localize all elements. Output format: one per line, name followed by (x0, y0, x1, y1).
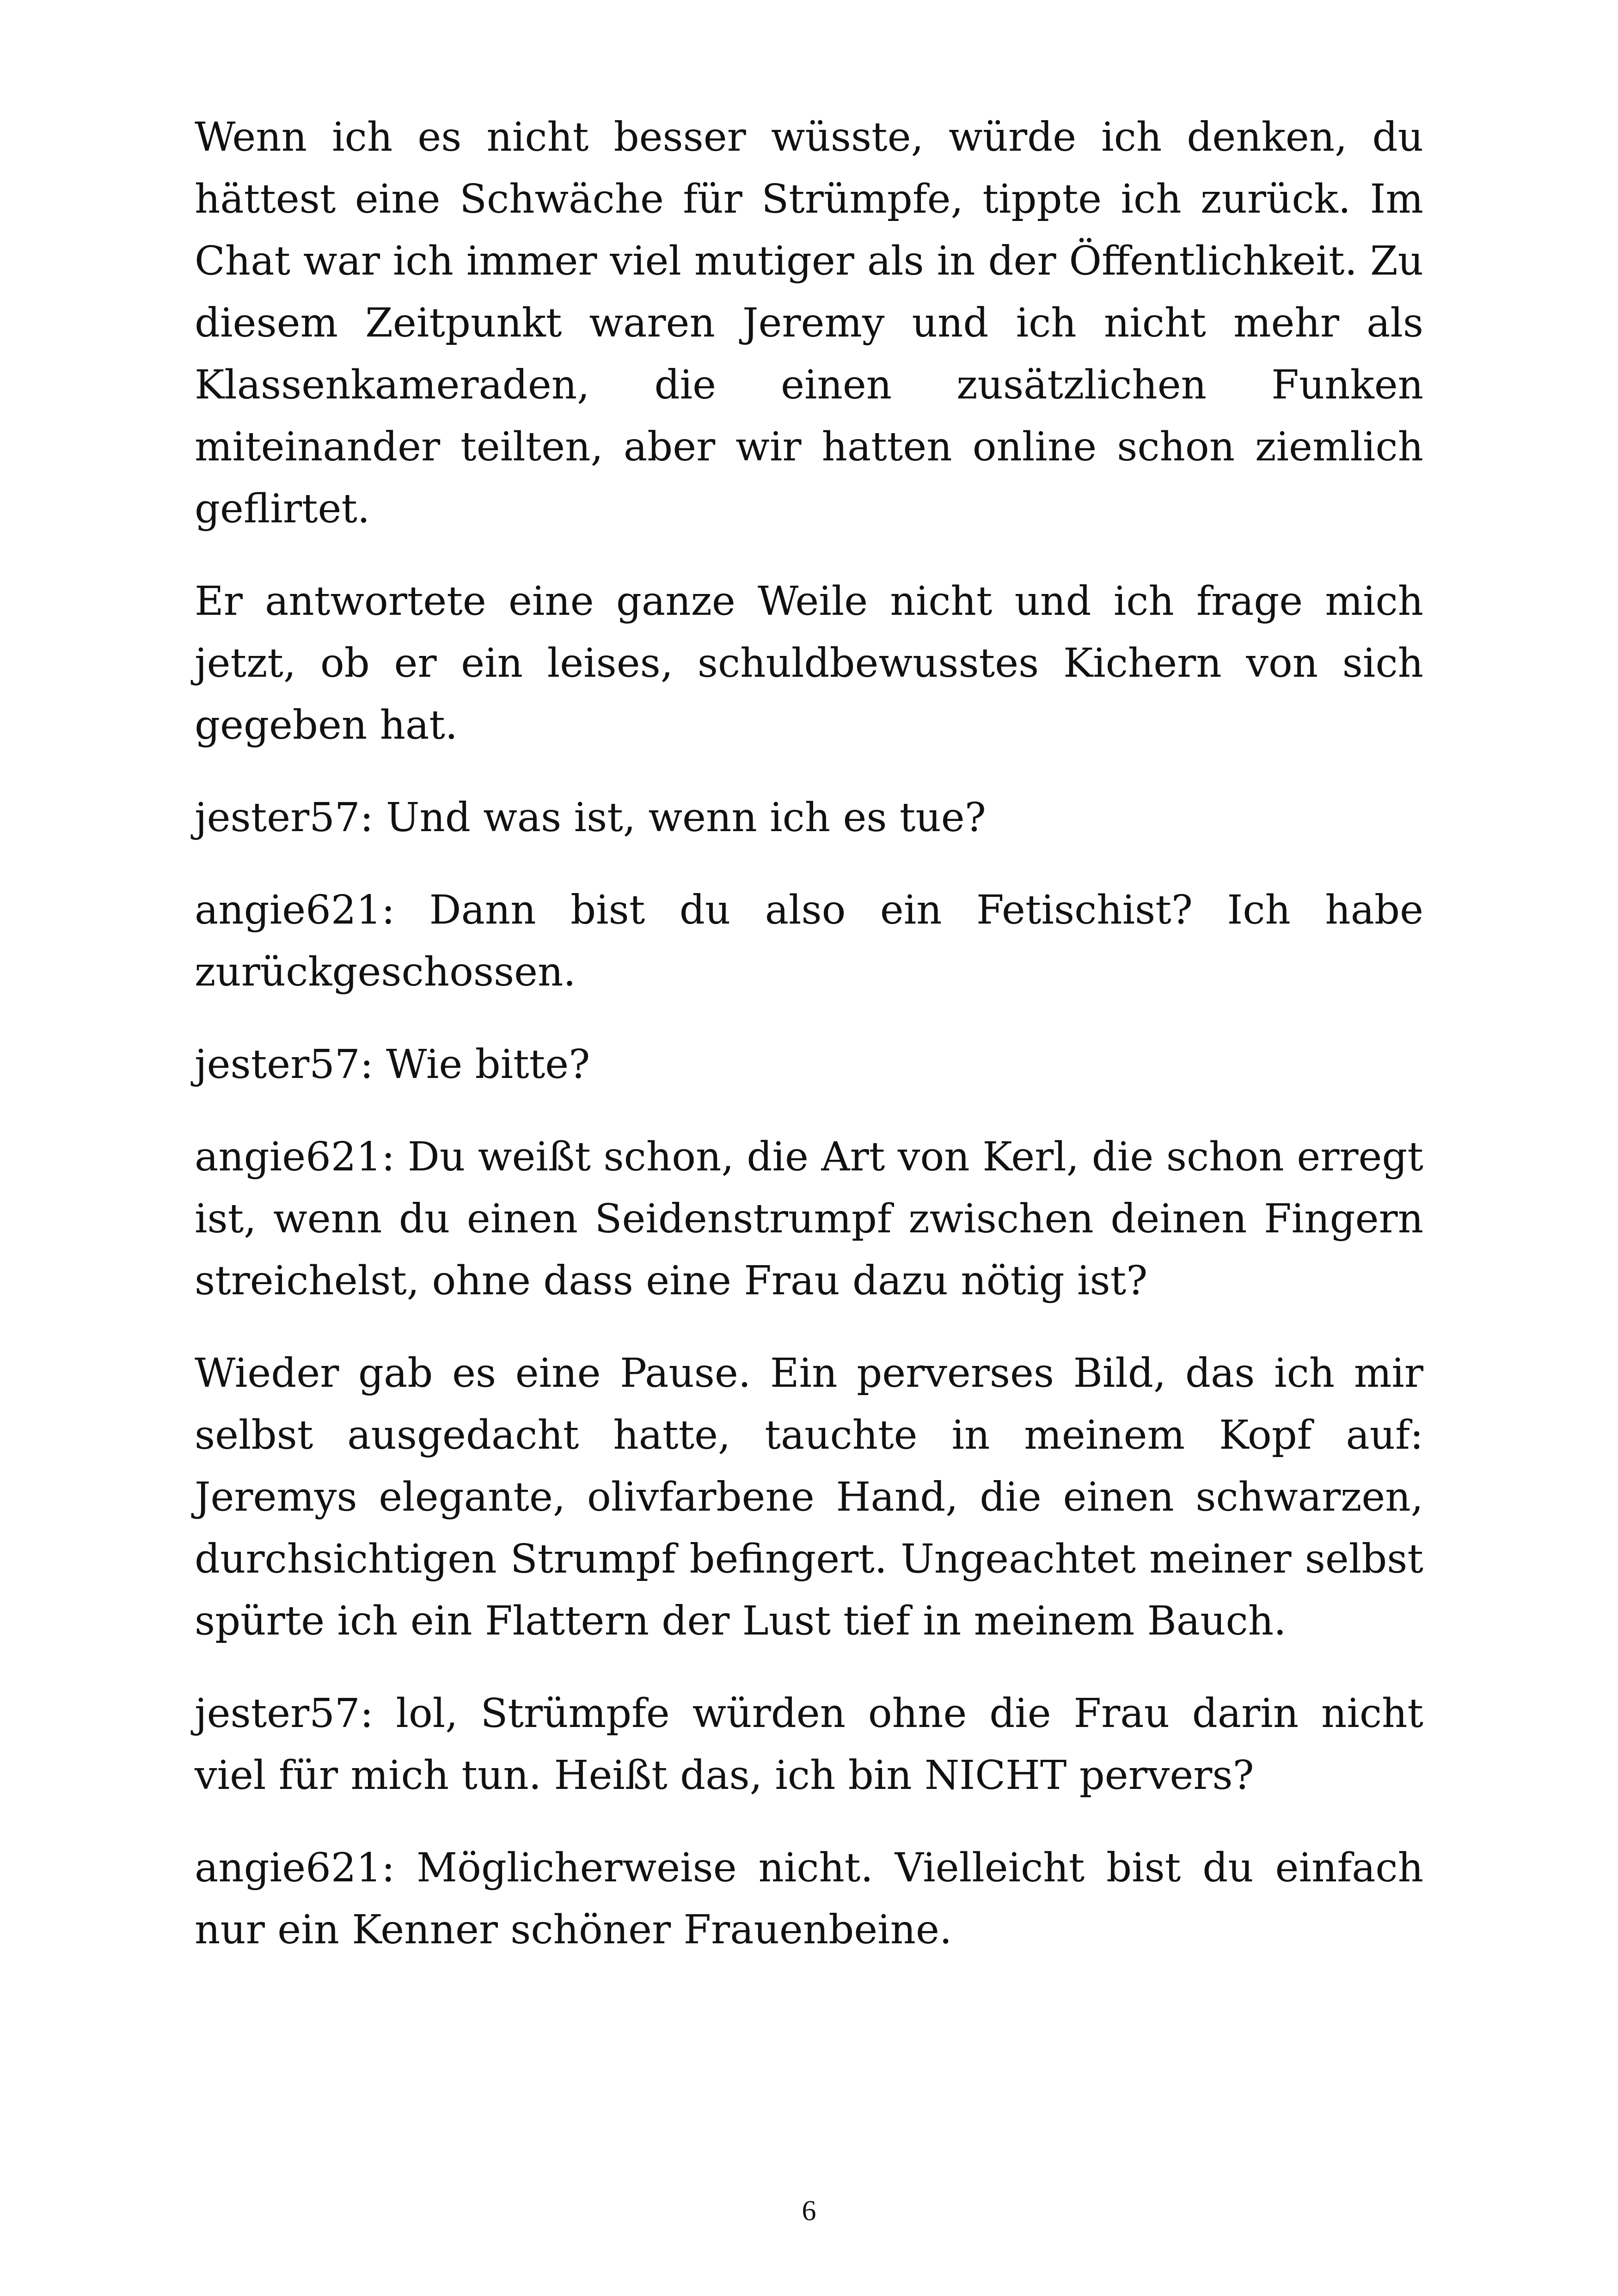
paragraph-narration: Er antwortete eine ganze Weile nicht und ich frage mich jetzt, ob er ein leises, schuldbewusstes Kichern von sich gegeben hat. (195, 578, 1423, 748)
paragraph-narration: Wenn ich es nicht besser wüsste, würde ich denken, du hättest eine Schwäche für Strümpfe, tippte ich zurück. Im Chat war ich immer viel mutiger als in der Öffentlichkeit. Zu diesem Zeitpunkt waren Jeremy und ich nicht mehr als Klassenkameraden, die einen zusätzlichen Funken miteinander teilten, aber wir hatten online schon ziemlich geflirtet. (195, 114, 1423, 532)
page-number: 6 (802, 2195, 816, 2227)
chat-line-angie621: angie621: Dann bist du also ein Fetischist? Ich habe zurückgeschossen. (195, 887, 1423, 995)
chat-line-angie621: angie621: Möglicherweise nicht. Vielleicht bist du einfach nur ein Kenner schöner Frauenbeine. (195, 1845, 1423, 1953)
chat-line-jester57: jester57: Wie bitte? (195, 1041, 590, 1088)
chat-line-jester57: jester57: lol, Strümpfe würden ohne die Frau darin nicht viel für mich tun. Heißt das, ich bin NICHT pervers? (195, 1690, 1423, 1799)
body-text (195, 106, 1423, 1991)
chat-line-angie621: angie621: Du weißt schon, die Art von Kerl, die schon erregt ist, wenn du einen Seidenstrumpf zwischen deinen Fingern streichelst, ohne dass eine Frau dazu nötig ist? (195, 1134, 1423, 1304)
chat-line-jester57: jester57: Und was ist, wenn ich es tue? (195, 795, 986, 841)
paragraph-narration: Wieder gab es eine Pause. Ein perverses Bild, das ich mir selbst ausgedacht hatte, tauchte in meinem Kopf auf: Jeremys elegante, olivfarbene Hand, die einen schwarzen, durchsichtigen Strumpf befingert. Ungeachtet meiner selbst spürte ich ein Flattern der Lust tief in meinem Bauch. (195, 1350, 1423, 1644)
